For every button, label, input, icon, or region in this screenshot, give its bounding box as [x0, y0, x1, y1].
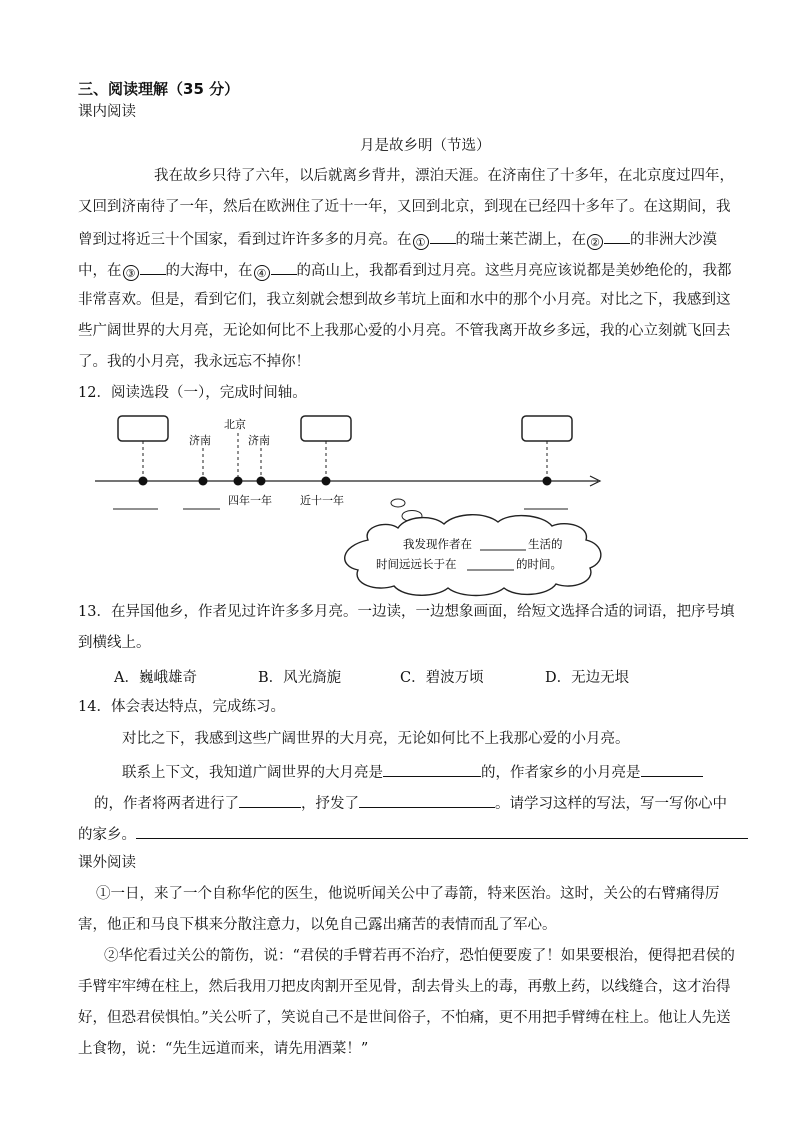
option-d[interactable]: D．无边无垠 [545, 670, 630, 686]
label-four-years-one-year: 四年一年 [228, 494, 272, 507]
timeline-diagram [0, 400, 794, 600]
cloud-bubble [345, 515, 601, 596]
cloud-text-2b: 的时间。 [516, 557, 562, 571]
question-12: 12．阅读选段（一），完成时间轴。 [78, 385, 307, 401]
thought-bubble-small [391, 499, 405, 507]
q14-line-2: 的，作者将两者进行了 ，抒发了 。请学习这样的写法，写一写你心中 [94, 792, 727, 814]
extra-paragraph-1: ①一日，来了一个自称华佗的医生，他说听闻关公中了毒箭，特来医治。这时，关公的右臂痛得厉 [96, 886, 720, 902]
passage-line: 了。我的小月亮，我永远忘不掉你！ [78, 354, 310, 370]
timeline-dot [257, 477, 266, 486]
fill-blank-1[interactable] [430, 228, 456, 244]
extra-paragraph-2-line: 好，但恐君侯惧怕。”关公听了，笑说自己不是世间俗子，不怕痛，更不用把手臂缚在柱上。他让人先送 [78, 1010, 731, 1026]
label-jinan-2: 济南 [248, 434, 270, 447]
extra-paragraph-2-line: 上食物，说：“先生远道而来，请先用酒菜！” [78, 1041, 369, 1057]
passage-line: 非常喜欢。但是，看到它们，我立刻就会想到故乡苇坑上面和水中的那个小月亮。对比之下，我感到这 [78, 292, 731, 308]
q14-blank-1[interactable] [383, 761, 481, 777]
passage-title: 月是故乡明（节选） [360, 138, 491, 154]
extra-reading-label: 课外阅读 [78, 855, 136, 871]
q14-blank-2[interactable] [641, 761, 703, 777]
question-14: 14．体会表达特点，完成练习。 [78, 699, 285, 715]
extra-paragraph-1-line: 害，他正和马良下棋来分散注意力，以免自己露出痛苦的表情而乱了军心。 [78, 917, 557, 933]
q14-line-1: 联系上下文，我知道广阔世界的大月亮是 的，作者家乡的小月亮是 [122, 761, 703, 783]
passage-line: 中，在 ③ 的大海中，在 ④ 的高山上，我都看到过月亮。这些月亮应该说都是美妙绝伦的，我都 [78, 259, 732, 281]
blank-number: ② [587, 234, 603, 250]
question-13: 13．在异国他乡，作者见过许许多多月亮。一边读，一边想象画面，给短文选择合适的词语，把序号填 [78, 604, 735, 620]
option-a[interactable]: A．巍峨雄奇 [114, 670, 197, 686]
fill-blank-2[interactable] [604, 228, 630, 244]
extra-paragraph-2-line: 手臂牢牢缚在柱上，然后我用刀把皮肉割开至见骨，刮去骨头上的毒，再敷上药，以线缝合，这才治得 [78, 979, 731, 995]
fill-blank-4[interactable] [271, 259, 297, 275]
section-title: 三、阅读理解（35 分） [78, 80, 240, 98]
option-b[interactable]: B．风光旖旎 [258, 670, 342, 686]
cloud-text-1a: 我发现作者在 [403, 537, 472, 551]
blank-number: ④ [254, 265, 270, 281]
q14-line-3: 的家乡。 [78, 823, 748, 845]
passage-line: 些广阔世界的大月亮，无论如何比不上我那心爱的小月亮。不管我离开故乡多远，我的心立刻就飞回去 [78, 323, 731, 339]
q14-blank-4[interactable] [359, 792, 495, 808]
blank-number: ③ [123, 265, 139, 281]
timeline-box-2[interactable] [301, 416, 351, 441]
question-13-line2: 到横线上。 [78, 635, 151, 651]
passage-line: 又回到济南待了一年，然后在欧洲住了近十一年，又回到北京，到现在已经四十多年了。在这期间，我 [78, 199, 731, 215]
timeline-dot [543, 477, 552, 486]
in-class-reading-label: 课内阅读 [78, 104, 136, 120]
label-near-eleven-years: 近十一年 [300, 494, 344, 507]
label-beijing: 北京 [224, 418, 246, 431]
blank-number: ① [413, 234, 429, 250]
extra-paragraph-2: ②华佗看过关公的箭伤，说：“君侯的手臂若再不治疗，恐怕便要废了！如果要根治，便得把君侯的 [104, 948, 735, 964]
q14-writing-blank[interactable] [136, 823, 748, 839]
quote-sentence: 对比之下，我感到这些广阔世界的大月亮，无论如何比不上我那心爱的小月亮。 [122, 731, 630, 747]
q14-blank-3[interactable] [239, 792, 301, 808]
cloud-text-2a: 时间远远长于在 [376, 557, 457, 571]
timeline-dot [199, 477, 208, 486]
passage-line: 曾到过将近三十个国家，看到过许许多多的月亮。在 ① 的瑞士莱芒湖上，在 ② 的非洲大沙漠 [78, 228, 717, 250]
fill-blank-3[interactable] [140, 259, 166, 275]
timeline-dot [322, 477, 331, 486]
label-jinan-1: 济南 [189, 434, 211, 447]
timeline-box-3[interactable] [522, 416, 572, 441]
timeline-box-1[interactable] [118, 416, 168, 441]
timeline-dot [139, 477, 148, 486]
passage-line: 我在故乡只待了六年，以后就离乡背井，漂泊天涯。在济南住了十多年，在北京度过四年， [154, 168, 734, 184]
option-c[interactable]: C．碧波万顷 [400, 670, 484, 686]
cloud-text-1b: 生活的 [528, 537, 563, 551]
timeline-dot [234, 477, 243, 486]
